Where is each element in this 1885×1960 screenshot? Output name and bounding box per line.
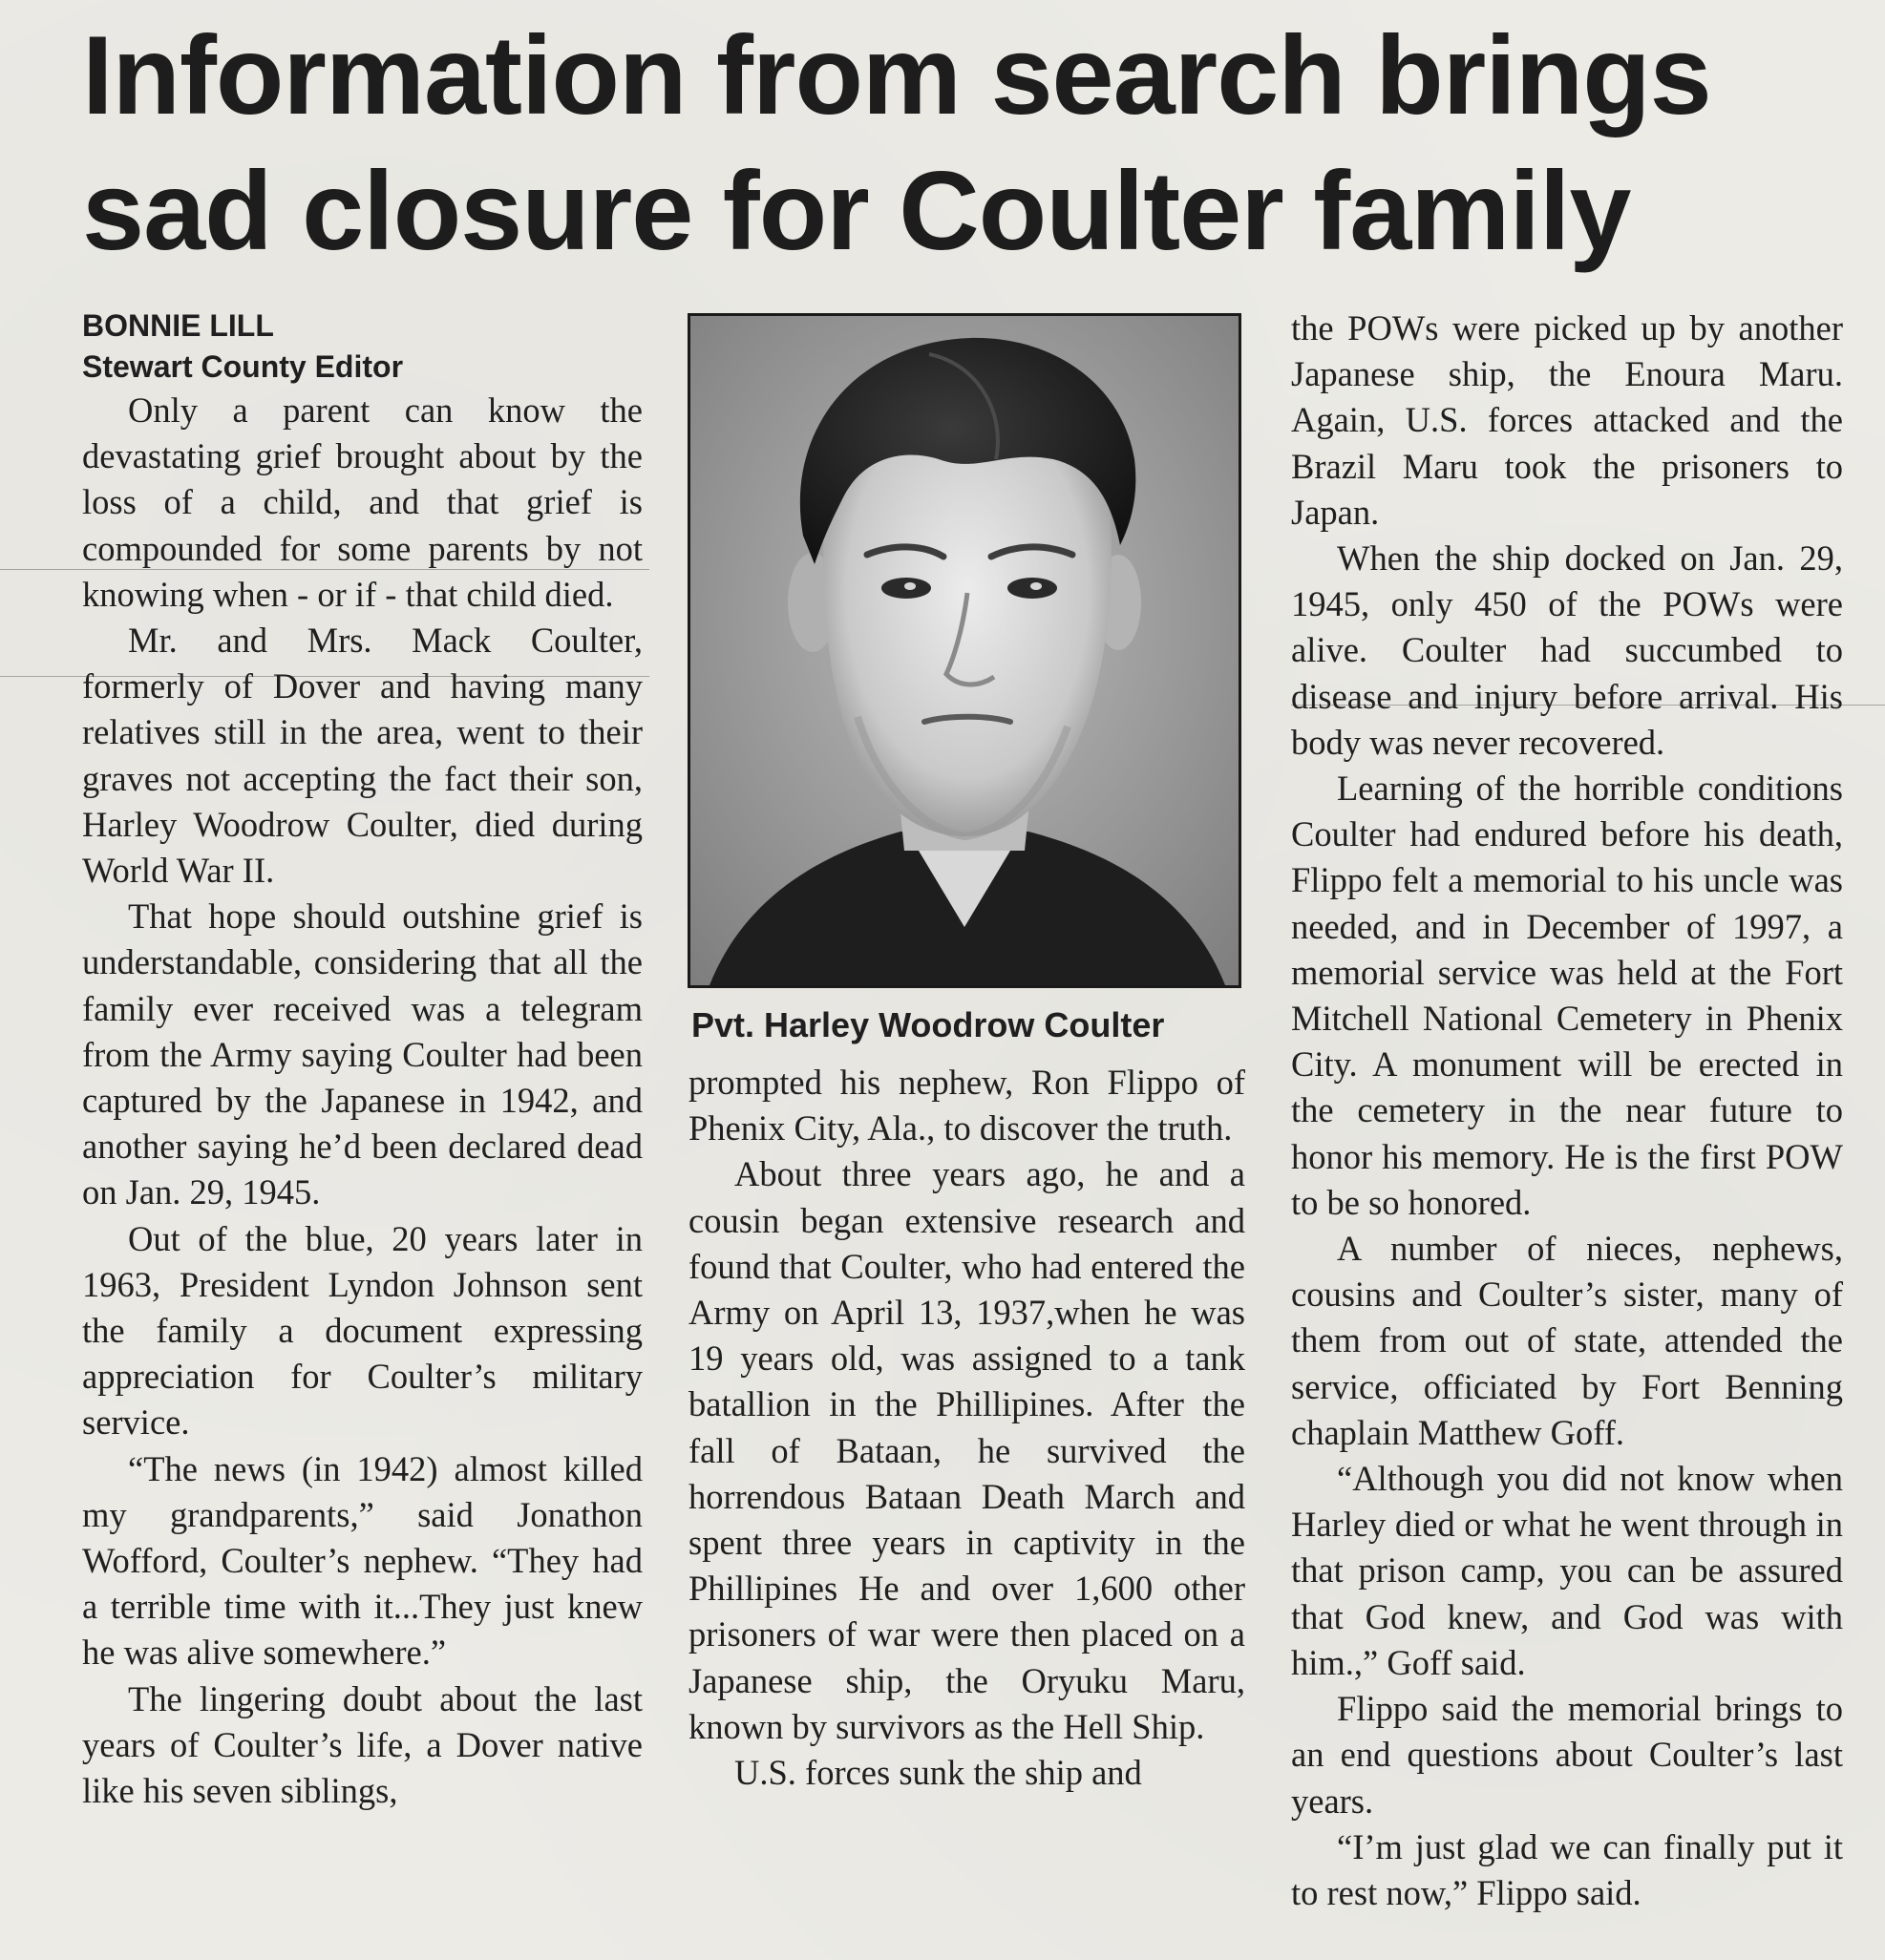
- paragraph: Learning of the horrible conditions Coulter had endured before his death, Flippo felt a memorial to his uncle was needed, and in December of 1997, a memorial service was held at the Fort Mitchell National Cemetery in Phenix City. A monument will be erected in the cemetery in the near future to honor his memory. He is the first POW to be so honored.: [1291, 769, 1843, 1222]
- headline: [82, 8, 1858, 279]
- paragraph: the POWs were picked up by another Japanese ship, the Enoura Maru. Again, U.S. forces attacked and the Brazil Maru took the prisoners to Japan.: [1291, 308, 1843, 532]
- scan-line: [0, 676, 649, 677]
- paragraph: A number of nieces, nephews, cousins and Coulter’s sister, many of them from out of state, attended the service, officiated by Fort Benning chaplain Matthew Goff.: [1291, 1229, 1843, 1452]
- paragraph: Only a parent can know the devastating grief brought about by the loss of a child, and that grief is compounded for some parents by not knowing when - or if - that child died.: [82, 390, 643, 614]
- portrait-illustration: [690, 316, 1239, 985]
- article-column-2: [688, 1060, 1245, 1796]
- scan-line: [0, 569, 649, 570]
- headline-line-1: Information from search brings: [82, 12, 1711, 137]
- portrait-photo: [688, 313, 1241, 988]
- author-name: BONNIE LILL: [82, 308, 274, 343]
- headline-line-2: sad closure for Coulter family: [82, 148, 1631, 273]
- photo-caption: Pvt. Harley Woodrow Coulter: [691, 1005, 1165, 1044]
- paragraph: “I’m just glad we can finally put it to rest now,” Flippo said.: [1291, 1826, 1843, 1912]
- author-title: Stewart County Editor: [82, 349, 404, 384]
- paragraph: When the ship docked on Jan. 29, 1945, only 450 of the POWs were alive. Coulter had succumbed to disease and injury before arrival. His body was never recovered.: [1291, 538, 1843, 762]
- paragraph: The lingering doubt about the last years of Coulter’s life, a Dover native like his seven siblings,: [82, 1678, 643, 1811]
- article-column-1: [82, 306, 643, 1814]
- paragraph: Out of the blue, 20 years later in 1963, President Lyndon Johnson sent the family a document expressing appreciation for Coulter’s military service.: [82, 1218, 643, 1443]
- paragraph: That hope should outshine grief is understandable, considering that all the family ever received was a telegram from the Army saying Coulter had been captured by the Japanese in 1942, and another saying he’d been declared dead on Jan. 29, 1945.: [82, 896, 643, 1212]
- paragraph: “Although you did not know when Harley died or what he went through in that prison camp, you can be assured that God knew, and God was with him.,” Goff said.: [1291, 1459, 1843, 1682]
- article-column-3: [1291, 306, 1843, 1916]
- paragraph: Flippo said the memorial brings to an end questions about Coulter’s last years.: [1291, 1689, 1843, 1821]
- paragraph: Mr. and Mrs. Mack Coulter, formerly of Dover and having many relatives still in the area, went to their graves not accepting the fact their son, Harley Woodrow Coulter, died during World War II.: [82, 621, 643, 891]
- paragraph: U.S. forces sunk the ship and: [734, 1753, 1142, 1793]
- byline: [82, 306, 643, 388]
- scan-line: [1291, 705, 1885, 706]
- paragraph: prompted his nephew, Ron Flippo of Phenix City, Ala., to discover the truth.: [688, 1063, 1245, 1149]
- paragraph: “The news (in 1942) almost killed my grandparents,” said Jonathon Wofford, Coulter’s nephew. “They had a terrible time with it...They just knew he was alive somewhere.”: [82, 1448, 643, 1673]
- paragraph: About three years ago, he and a cousin began extensive research and found that Coulter, who had entered the Army on April 13, 1937,when he was 19 years old, was assigned to a tank batallion in the Phillipines. After the fall of Bataan, he survived the horrendous Bataan Death March and spent three years in captivity in the Phillipines He and over 1,600 other prisoners of war were then placed on a Japanese ship, the Oryuku Maru, known by survivors as the Hell Ship.: [688, 1154, 1245, 1746]
